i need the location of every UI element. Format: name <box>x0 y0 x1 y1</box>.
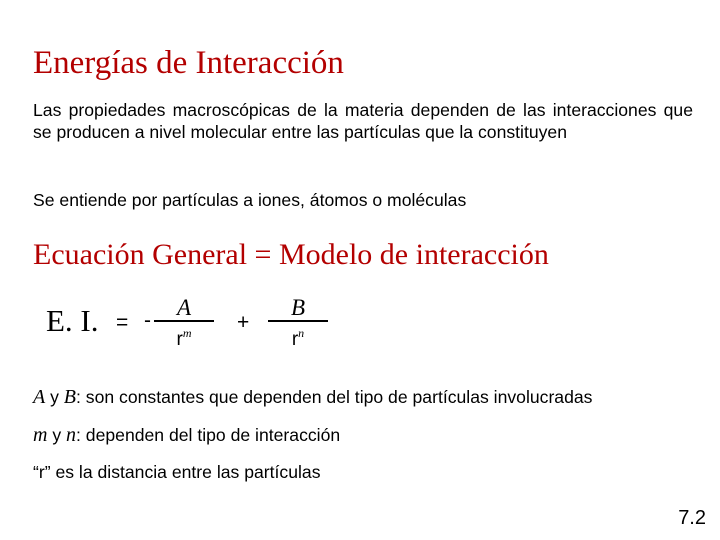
distance-note: “r” es la distancia entre las partículas <box>33 462 321 482</box>
page-number: 7.2 <box>678 507 706 529</box>
denominator-r-m: $r^m$ <box>176 326 192 350</box>
fraction-term-2 <box>268 296 328 351</box>
equation-lhs: E. I. <box>46 303 99 338</box>
numerator-b: B <box>290 295 306 320</box>
equals-sign: = <box>116 311 129 334</box>
section-subtitle: Ecuación General = Modelo de interacción <box>33 238 549 271</box>
intro-paragraph: Las propiedades macroscópicas de la materia dependen de las interacciones que se producen a nivel molecular entre las partículas que la constituyen <box>33 100 693 142</box>
minus-sign: - <box>144 309 151 332</box>
exponents-note: m y n: dependen del tipo de interacción <box>33 424 341 446</box>
plus-sign: + <box>237 311 250 334</box>
slide-title: Energías de Interacción <box>33 45 344 81</box>
particles-paragraph: Se entiende por partículas a iones, átomos o moléculas <box>33 190 467 210</box>
constants-note: A y B: son constantes que dependen del tipo de partículas involucradas <box>33 386 593 408</box>
denominator-r-n: $r^n$ <box>291 326 305 350</box>
numerator-a: A <box>176 295 192 320</box>
fraction-term-1 <box>154 296 214 351</box>
